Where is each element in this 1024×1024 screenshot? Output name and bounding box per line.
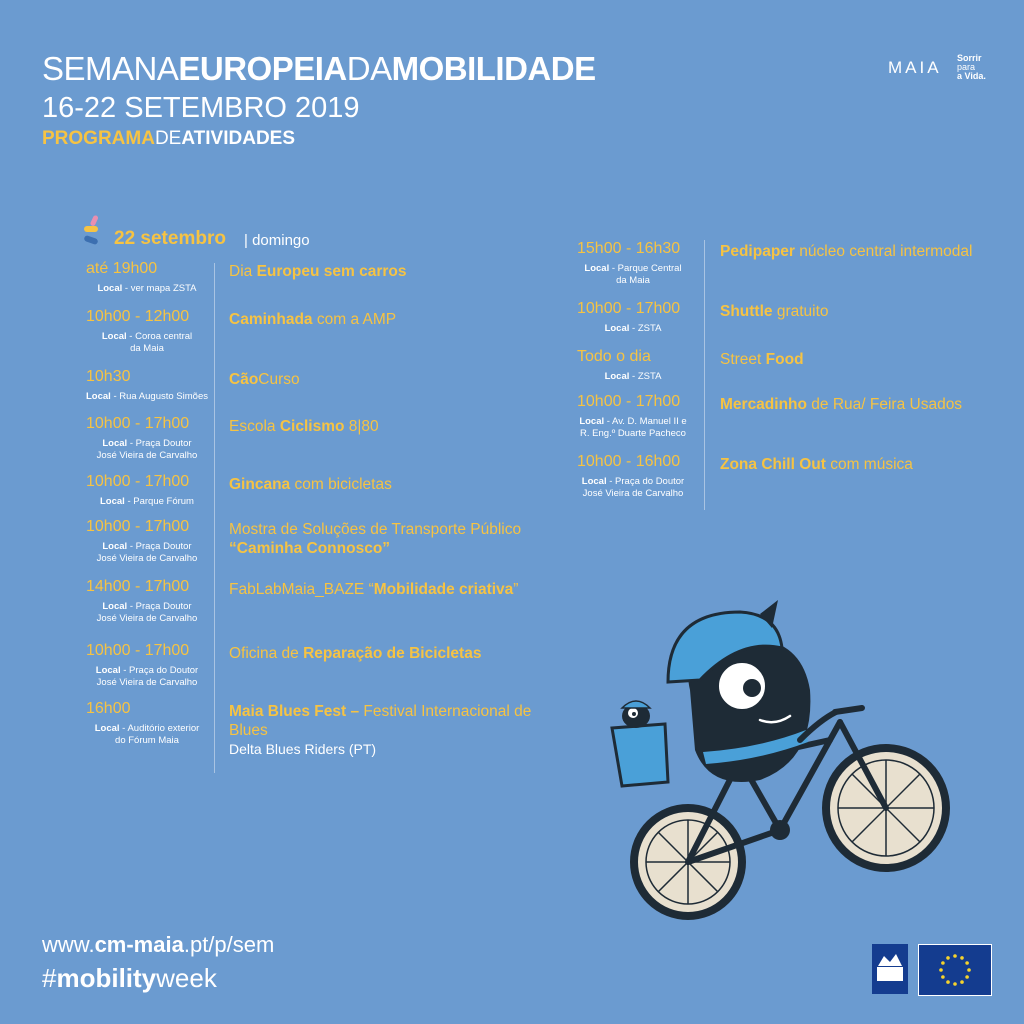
location-text: - Parque Central: [609, 263, 682, 274]
slogan-line: para: [957, 62, 976, 72]
eu-star: [939, 968, 943, 972]
location-line: [82, 283, 212, 295]
day-date: 22 setembro: [114, 228, 226, 249]
title-word: EUROPEIA: [178, 50, 347, 87]
eu-star: [941, 961, 945, 965]
eu-star: [965, 961, 969, 965]
event-time: 10h00 - 17h00: [86, 642, 190, 659]
event-location: [568, 263, 698, 287]
location-line: [82, 601, 212, 613]
weekday-label: domingo: [252, 232, 310, 249]
website-url[interactable]: [42, 932, 274, 958]
activity-text: Street: [720, 351, 766, 368]
location-label: Local: [95, 665, 121, 676]
day-weekday: [244, 232, 310, 249]
activity-text: Europeu sem carros: [256, 263, 407, 280]
eu-star: [946, 980, 950, 984]
location-line: [82, 496, 212, 508]
title-word: SEMANA: [42, 50, 179, 87]
right-column-divider: [704, 240, 705, 510]
location-label: Local: [86, 391, 111, 402]
location-line: do Fórum Maia: [115, 735, 179, 746]
activity-text: Food: [765, 351, 804, 368]
event-activity: [720, 350, 1010, 369]
event-time: 10h00 - 17h00: [577, 300, 681, 317]
eu-star: [953, 982, 957, 986]
event-location: [82, 601, 212, 625]
event-activity: [229, 644, 549, 663]
location-label: Local: [584, 263, 610, 274]
event-activity: [720, 395, 1010, 414]
location-line: [568, 323, 698, 335]
location-text: - Praça Doutor: [127, 438, 192, 449]
location-text: - Rua Augusto Simões: [110, 391, 208, 402]
activity-text: Festival Internacional de Blues: [229, 703, 532, 739]
location-line: [568, 371, 698, 383]
event-activity: [229, 262, 549, 281]
eu-star: [967, 968, 971, 972]
event-time: 10h00 - 12h00: [86, 308, 190, 325]
activity-text: Pedipaper: [720, 243, 795, 260]
location-text: - Praça do Doutor: [120, 665, 199, 676]
activity-text: 8|80: [344, 418, 379, 435]
event-time: 10h00 - 17h00: [577, 393, 681, 410]
location-text: - ZSTA: [629, 371, 662, 382]
activity-text: Curso: [258, 371, 300, 388]
activity-text: Oficina de: [229, 645, 304, 662]
event-activity: [229, 417, 549, 436]
activity-text: Mercadinho: [720, 396, 807, 413]
eu-flag-icon: [918, 944, 992, 996]
location-line: José Vieira de Carvalho: [582, 488, 684, 499]
event-location: [568, 476, 698, 500]
event-dates: 16-22 SETEMBRO 2019: [42, 92, 360, 124]
day-marker-icon: [82, 215, 108, 249]
location-line: [82, 438, 212, 450]
maia-brand-logo: MAIA: [888, 58, 942, 77]
program-subtitle: [42, 127, 295, 151]
activity-text: Mostra de Soluções de Transporte Público: [229, 521, 522, 538]
event-time: 10h00 - 17h00: [86, 473, 190, 490]
event-time: 10h00 - 17h00: [86, 415, 190, 432]
location-line: José Vieira de Carvalho: [96, 613, 198, 624]
location-line: [82, 665, 212, 677]
location-line: José Vieira de Carvalho: [96, 553, 198, 564]
day-separator: |: [244, 232, 248, 249]
location-label: Local: [604, 323, 630, 334]
location-line: [568, 416, 698, 428]
location-text: - Praça Doutor: [127, 541, 192, 552]
event-time: 10h00 - 17h00: [86, 518, 190, 535]
event-location: [82, 331, 212, 355]
location-label: Local: [102, 541, 128, 552]
activity-text: de Rua/ Feira Usados: [806, 396, 963, 413]
event-time: 16h00: [86, 700, 131, 717]
day-header: [82, 215, 342, 255]
location-label: Local: [94, 723, 120, 734]
activity-text: Dia: [229, 263, 257, 280]
activity-text: Maia Blues Fest –: [229, 703, 360, 720]
activity-text: Mobilidade criativa: [373, 581, 514, 598]
location-label: Local: [604, 371, 630, 382]
eu-star: [941, 975, 945, 979]
location-text: - Coroa central: [126, 331, 193, 342]
location-line: da Maia: [130, 343, 164, 354]
event-location: [82, 665, 212, 689]
location-text: - Praça Doutor: [127, 601, 192, 612]
event-activity: [229, 475, 549, 494]
event-location: [568, 416, 698, 440]
event-time: 15h00 - 16h30: [577, 240, 681, 257]
slogan-line: Sorrir: [957, 53, 982, 63]
url-part: www.: [42, 932, 95, 957]
location-line: [82, 723, 212, 735]
event-activity: [720, 242, 1010, 261]
location-line: [82, 541, 212, 553]
eu-star: [960, 980, 964, 984]
eu-star: [953, 954, 957, 958]
event-location: [82, 391, 212, 403]
program-word: ATIVIDADES: [181, 128, 296, 149]
location-label: Local: [581, 476, 607, 487]
event-location: [82, 283, 212, 295]
location-line: [568, 263, 698, 275]
location-text: - ZSTA: [629, 323, 662, 334]
program-word: PROGRAMA: [42, 128, 155, 149]
left-column-divider: [214, 263, 215, 773]
event-activity: [720, 302, 1010, 321]
activity-text: Shuttle: [720, 303, 773, 320]
hashtag-part: week: [156, 963, 217, 993]
event-location: [568, 371, 698, 383]
location-label: Local: [97, 283, 123, 294]
event-location: [82, 541, 212, 565]
hashtag: [42, 963, 217, 994]
event-time: Todo o dia: [577, 348, 651, 365]
eu-star: [946, 956, 950, 960]
event-activity: [229, 370, 549, 389]
activity-text: com música: [825, 456, 913, 473]
activity-text: FabLabMaia_BAZE “: [229, 581, 374, 598]
event-activity: [229, 702, 549, 759]
event-activity: [720, 455, 1010, 474]
activity-text: Escola: [229, 418, 280, 435]
event-activity: [229, 580, 549, 599]
activity-subtitle: Delta Blues Riders (PT): [229, 741, 377, 757]
location-line: José Vieira de Carvalho: [96, 677, 198, 688]
hashtag-part: mobility: [56, 963, 157, 993]
location-line: R. Eng.º Duarte Pacheco: [580, 428, 686, 439]
activity-text: núcleo central intermodal: [794, 243, 973, 260]
location-text: - Av. D. Manuel II e: [604, 416, 687, 427]
location-line: [82, 391, 212, 403]
event-time: 14h00 - 17h00: [86, 578, 190, 595]
activity-text: Reparação de Bicicletas: [303, 645, 482, 662]
location-label: Local: [102, 601, 128, 612]
activity-text: Caminhada: [229, 311, 313, 328]
event-location: [82, 723, 212, 747]
location-line: [568, 476, 698, 488]
activity-text: Cão: [229, 371, 259, 388]
event-location: [568, 323, 698, 335]
location-line: José Vieira de Carvalho: [96, 450, 198, 461]
eu-star: [960, 956, 964, 960]
activity-text: Gincana: [229, 476, 291, 493]
program-word: DE: [154, 128, 182, 149]
event-time: 10h30: [86, 368, 131, 385]
event-location: [82, 438, 212, 462]
logo-wordmark: maia: [877, 980, 903, 992]
activity-text: com bicicletas: [290, 476, 392, 493]
activity-text: Ciclismo: [279, 418, 345, 435]
page-title: [42, 50, 596, 88]
activity-text: gratuito: [772, 303, 829, 320]
eu-star: [965, 975, 969, 979]
activity-text: ”: [513, 581, 519, 598]
activity-text: “Caminha Connosco”: [229, 540, 391, 557]
activity-text: com a AMP: [312, 311, 397, 328]
location-label: Local: [101, 331, 127, 342]
url-part: .pt/p/sem: [183, 932, 275, 957]
activity-text: Zona Chill Out: [720, 456, 826, 473]
location-line: [82, 331, 212, 343]
location-label: Local: [100, 496, 125, 507]
location-text: - Praça do Doutor: [606, 476, 685, 487]
title-word: MOBILIDADE: [391, 50, 596, 87]
event-time: 10h00 - 16h00: [577, 453, 681, 470]
location-label: Local: [102, 438, 128, 449]
location-text: - Parque Fórum: [124, 496, 194, 507]
location-text: - ver mapa ZSTA: [122, 283, 197, 294]
cyclist-mascot-illustration: [600, 600, 980, 930]
event-time: até 19h00: [86, 260, 158, 277]
slogan-line: a Vida.: [957, 71, 986, 81]
url-part: cm-maia: [94, 932, 184, 957]
title-word: DA: [346, 50, 392, 87]
event-location: [82, 496, 212, 508]
hashtag-part: #: [42, 963, 57, 993]
location-line: da Maia: [616, 275, 650, 286]
event-activity: [229, 310, 549, 329]
event-activity: [229, 520, 549, 558]
location-text: - Auditório exterior: [119, 723, 200, 734]
brand-slogan: [957, 54, 986, 81]
location-label: Local: [579, 416, 605, 427]
